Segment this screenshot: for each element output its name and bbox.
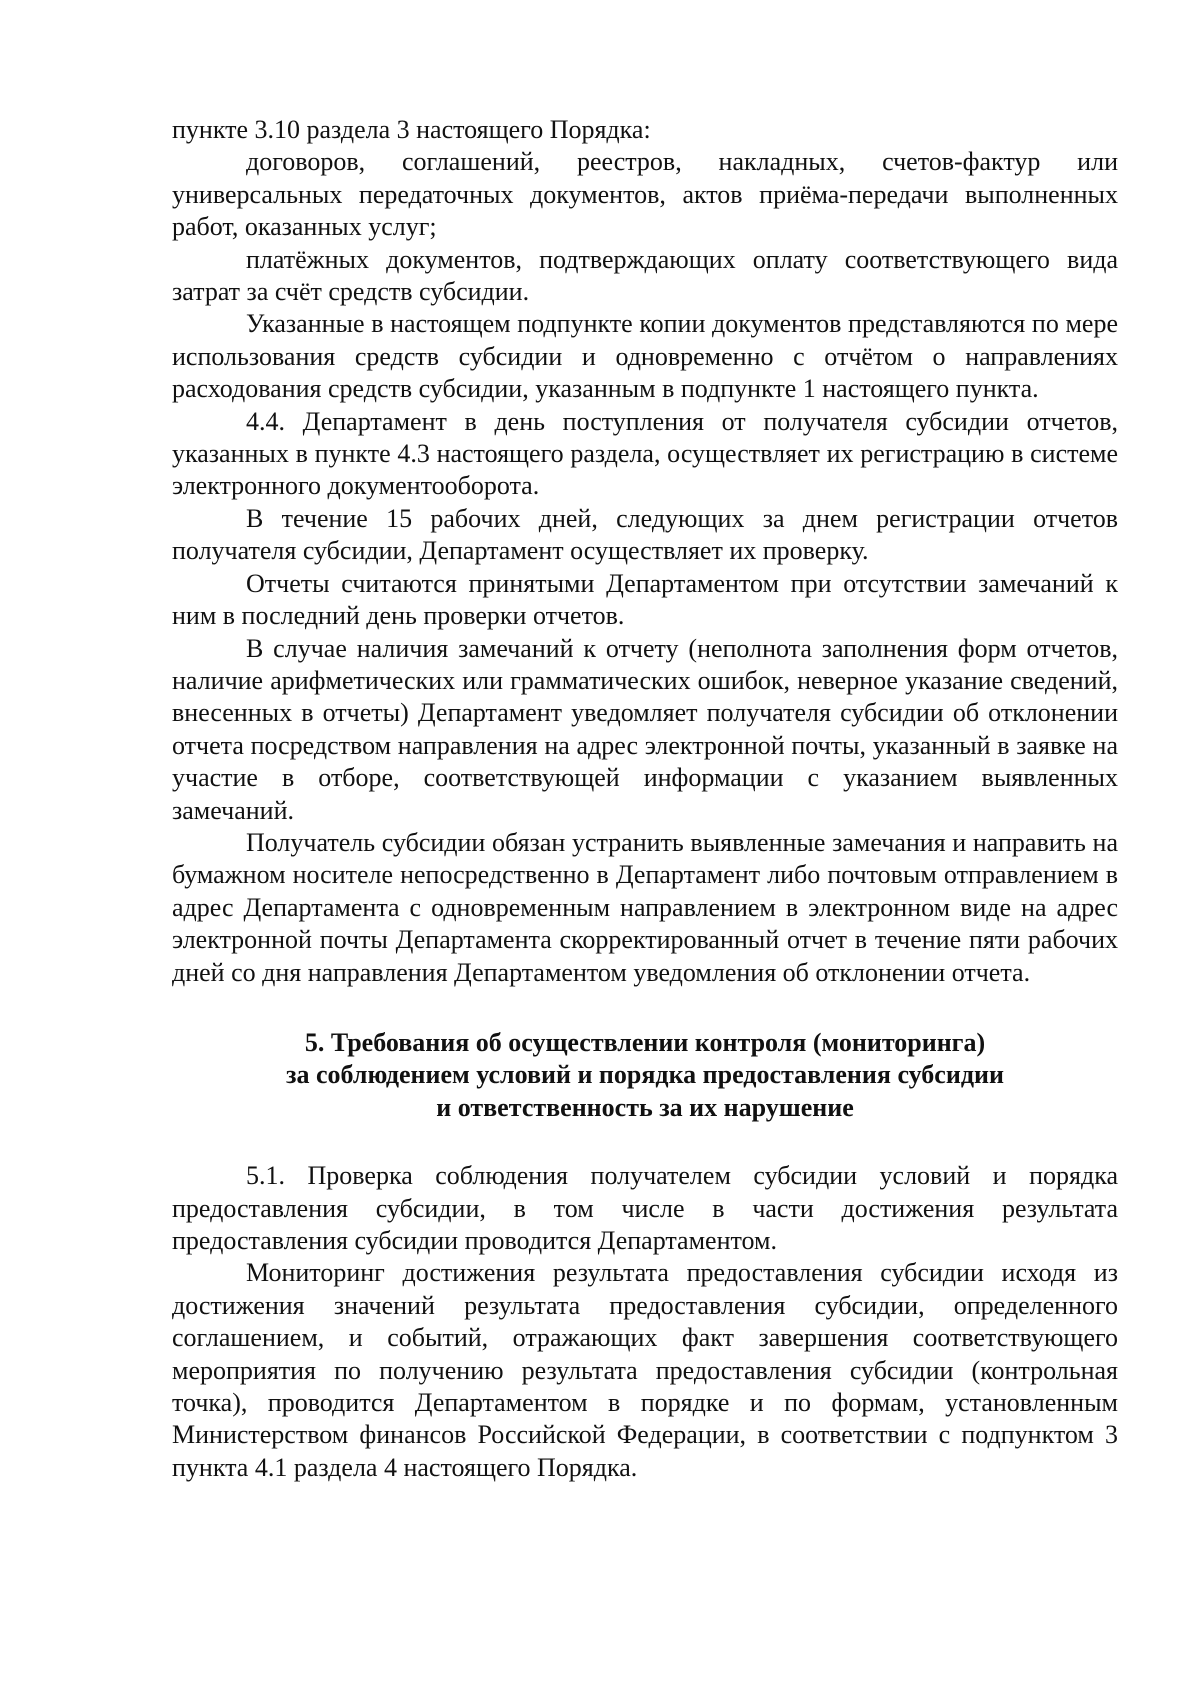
paragraph: Мониторинг достижения результата предоставления субсидии исходя из достижения значений результата предоставления субсидии, определенного соглашением, и событий, отражающих факт завершения соответствующего мероприятия по получению результата предоставления субсидии (контрольная точка), проводится Департаментом в порядке и по формам, установленным Министерством финансов Российской Федерации, в соответствии с подпунктом 3 пункта 4.1 раздела 4 настоящего Порядка. <box>172 1258 1118 1482</box>
section-heading-line: и ответственность за их нарушение <box>436 1092 854 1122</box>
paragraph: договоров, соглашений, реестров, накладных, счетов-фактур или универсальных передаточных документов, актов приёма-передачи выполненных работ, оказанных услуг; <box>172 147 1118 242</box>
paragraph: пункте 3.10 раздела 3 настоящего Порядка: <box>172 115 651 144</box>
paragraph: Получатель субсидии обязан устранить выявленные замечания и направить на бумажном носителе непосредственно в Департамент либо почтовым отправлением в адрес Департамента с одновременным направлением в электронном виде на адрес электронной почты Департамента скорректированный отчет в течение пяти рабочих дней со дня направления Департаментом уведомления об отклонении отчета. <box>172 827 1118 987</box>
section-heading-line: за соблюдением условий и порядка предоставления субсидии <box>286 1060 1004 1090</box>
paragraph: 4.4. Департамент в день поступления от получателя субсидии отчетов, указанных в пункте 4.3 настоящего раздела, осуществляет их регистрацию в системе электронного документооборота. <box>172 406 1118 501</box>
paragraph: 5.1. Проверка соблюдения получателем субсидии условий и порядка предоставления субсидии, в том числе в части достижения результата предоставления субсидии проводится Департаментом. <box>172 1161 1118 1255</box>
paragraph: Отчеты считаются принятыми Департаментом при отсутствии замечаний к ним в последний день проверки отчетов. <box>172 568 1118 631</box>
paragraph: В случае наличия замечаний к отчету (неполнота заполнения форм отчетов, наличие арифметических или грамматических ошибок, неверное указание сведений, внесенных в отчеты) Департамент уведомляет получателя субсидии об отклонении отчета посредством направления на адрес электронной почты, указанный в заявке на участие в отборе, соответствующей информации с указанием выявленных замечаний. <box>172 633 1118 825</box>
section-heading-line: 5. Требования об осуществлении контроля (мониторинга) <box>304 1027 986 1057</box>
paragraph: платёжных документов, подтверждающих оплату соответствующего вида затрат за счёт средств субсидии. <box>172 244 1118 307</box>
paragraph: Указанные в настоящем подпункте копии документов представляются по мере использования средств субсидии и одновременно с отчётом о направлениях расходования средств субсидии, указанным в подпункте 1 настоящего пункта. <box>172 309 1118 404</box>
section-heading <box>172 1027 1118 1124</box>
paragraph: В течение 15 рабочих дней, следующих за днем регистрации отчетов получателя субсидии, Департамент осуществляет их проверку. <box>172 503 1118 566</box>
document-body <box>172 114 1118 1484</box>
